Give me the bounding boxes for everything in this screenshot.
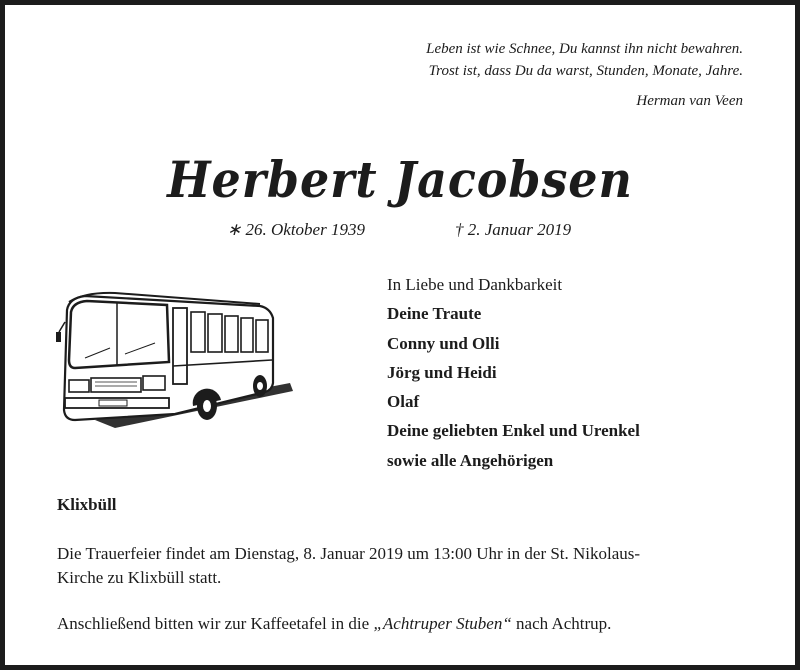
quote-block (426, 38, 743, 112)
family-member: Olaf (387, 392, 420, 412)
reception-text-after: nach Achtrup. (511, 614, 612, 633)
birth-date: ∗ 26. Oktober 1939 (227, 220, 365, 239)
family-member: Deine geliebten Enkel und Urenkel (387, 421, 640, 441)
deceased-name: Herbert Jacobsen (167, 150, 633, 209)
place-name: Klixbüll (57, 495, 117, 514)
reception-notice (57, 612, 757, 636)
bus-icon (55, 288, 295, 448)
quote-line-1: Leben ist wie Schnee, Du kannst ihn nicht bewahren. (426, 41, 743, 57)
service-notice (57, 542, 757, 590)
quote-author: Herman van Veen (636, 93, 743, 109)
family-intro: In Liebe und Dankbarkeit (387, 275, 563, 294)
family-member: sowie alle Angehörigen (387, 450, 554, 470)
quote-line-2: Trost ist, dass Du da warst, Stunden, Monate, Jahre. (428, 63, 743, 79)
family-list (387, 270, 640, 475)
service-line-1: Die Trauerfeier findet am Dienstag, 8. Januar 2019 um 13:00 Uhr in der St. Nikolaus- (57, 544, 641, 563)
family-member: Deine Traute (387, 304, 482, 324)
family-member: Conny und Olli (387, 333, 500, 353)
reception-venue: „Achtruper Stuben“ (373, 614, 512, 633)
service-line-2: Kirche zu Klixbüll statt. (57, 568, 222, 587)
family-member: Jörg und Heidi (387, 362, 497, 382)
death-date: † 2. Januar 2019 (455, 220, 572, 239)
reception-text-before: Anschließend bitten wir zur Kaffeetafel in die (57, 614, 374, 633)
